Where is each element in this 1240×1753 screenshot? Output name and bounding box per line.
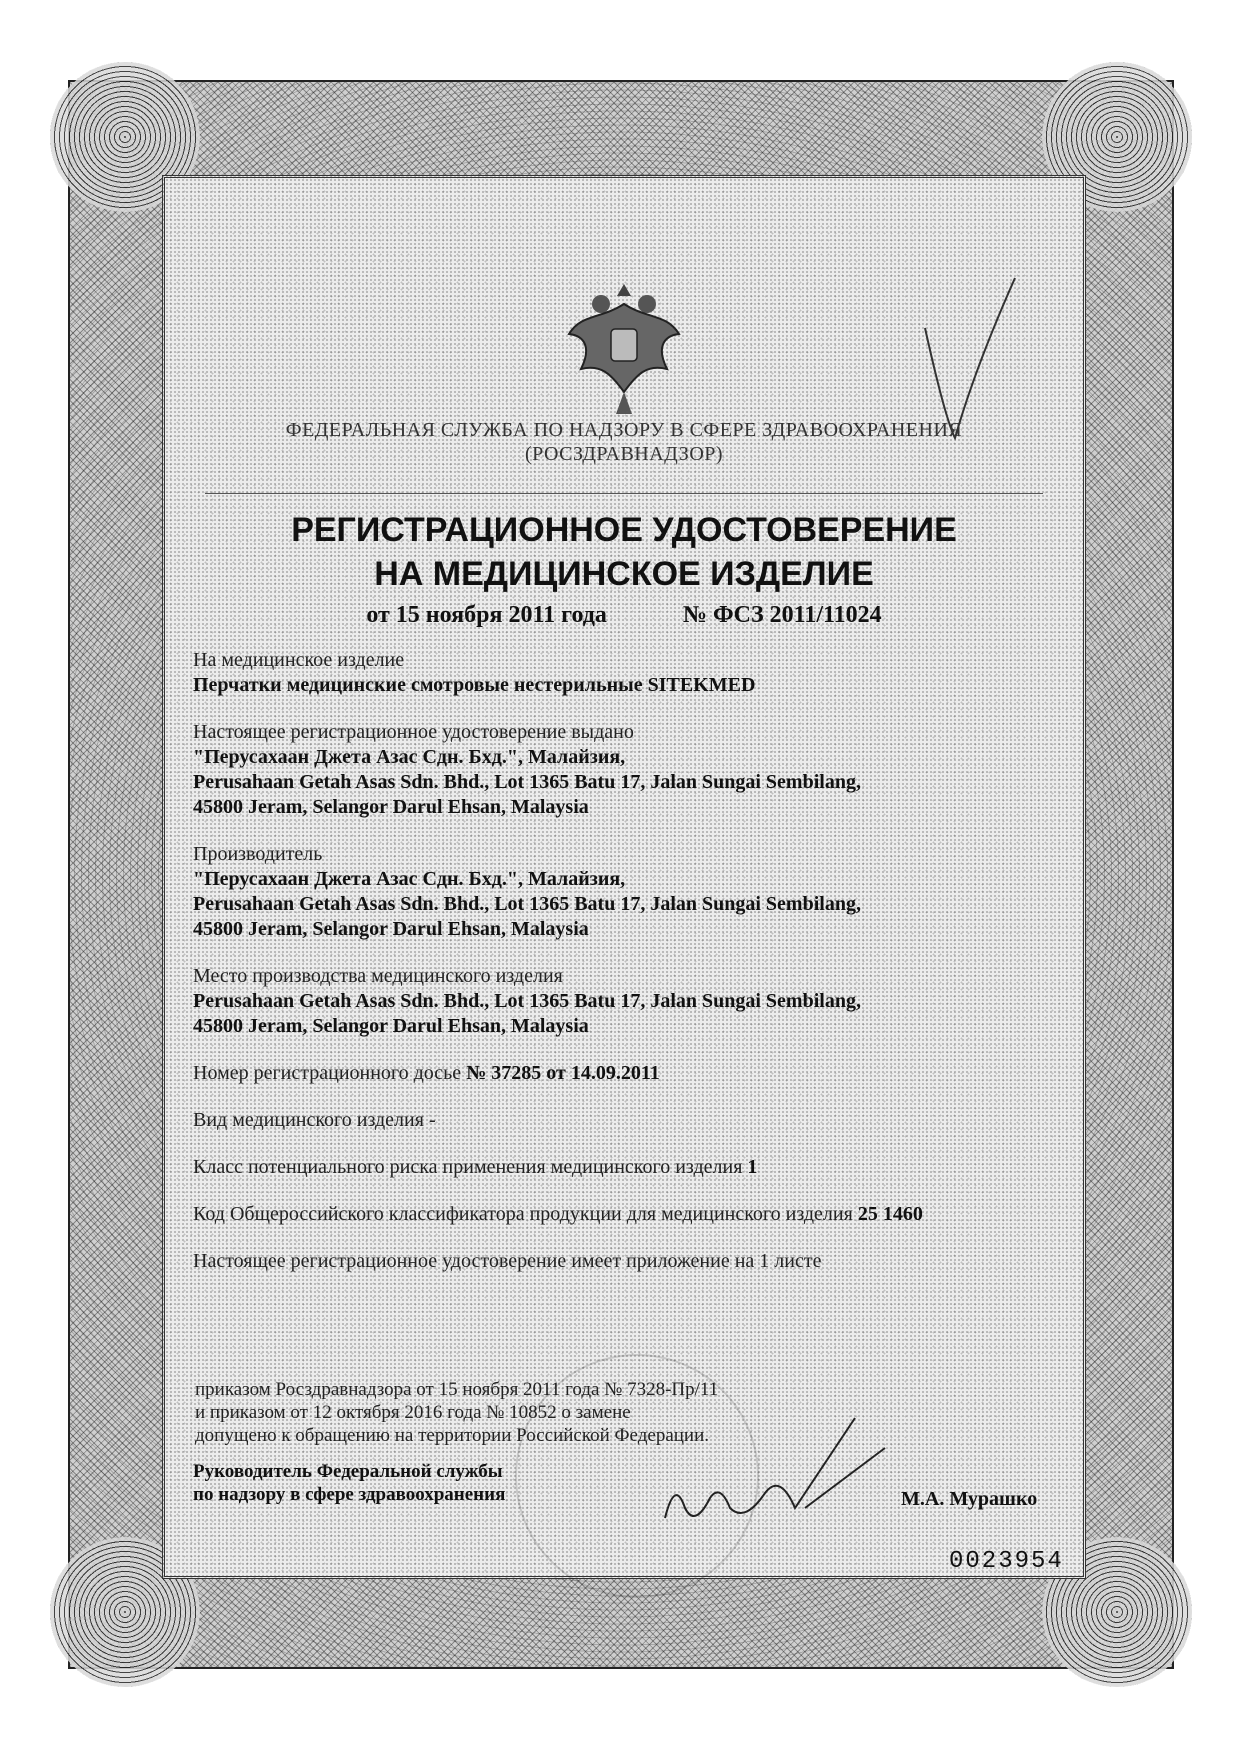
risk-value: 1 [747, 1156, 758, 1178]
agency-line-1: ФЕДЕРАЛЬНАЯ СЛУЖБА ПО НАДЗОРУ В СФЕРЕ ЗДРАВООХРАНЕНИЯ [285, 419, 963, 441]
handwritten-signature [655, 1398, 895, 1548]
certificate-fields [193, 648, 1053, 1296]
okp-value: 25 1460 [857, 1203, 923, 1225]
device-field [193, 648, 1053, 698]
maker-label: Производитель [193, 843, 323, 865]
signatory-position [193, 1460, 505, 1506]
site-field [193, 964, 1053, 1039]
risk-label: Класс потенциального риска применения медицинского изделия [193, 1156, 743, 1178]
okp-label: Код Общероссийского классификатора продукции для медицинского изделия [193, 1203, 853, 1225]
agency-line-2: (РОСЗДРАВНАДЗОР) [524, 443, 724, 465]
position-line-2: по надзору в сфере здравоохранения [193, 1484, 506, 1505]
issued-label: Настоящее регистрационное удостоверение выдано [193, 721, 634, 743]
dossier-field [193, 1061, 1053, 1086]
dossier-value: № 37285 от 14.09.2011 [466, 1062, 660, 1084]
order-line-3: допущено к обращению на территории Российской Федерации. [195, 1425, 710, 1446]
device-value: Перчатки медицинские смотровые нестерильные SITEKMED [193, 674, 756, 696]
issued-line: 45800 Jeram, Selangor Darul Ehsan, Malaysia [193, 796, 589, 818]
title-line-2: НА МЕДИЦИНСКОЕ ИЗДЕЛИЕ [374, 555, 874, 593]
document-title [165, 508, 1083, 596]
kind-label: Вид медицинского изделия [193, 1109, 424, 1131]
site-line: 45800 Jeram, Selangor Darul Ehsan, Malaysia [193, 1015, 589, 1037]
signatory-name: М.А. Мурашко [901, 1488, 1038, 1510]
annex-note: Настоящее регистрационное удостоверение имеет приложение на 1 листе [193, 1250, 822, 1272]
certificate-body [162, 175, 1086, 1579]
header-rule [205, 493, 1043, 494]
maker-field [193, 842, 1053, 942]
title-line-1: РЕГИСТРАЦИОННОЕ УДОСТОВЕРЕНИЕ [291, 511, 957, 549]
issued-line: "Перусахаан Джета Азас Сдн. Бхд.", Малайзия, [193, 746, 626, 768]
device-label: На медицинское изделие [193, 649, 405, 671]
issue-date-line [165, 602, 1083, 629]
maker-line: "Перусахаан Джета Азас Сдн. Бхд.", Малайзия, [193, 868, 626, 890]
risk-field [193, 1155, 1053, 1180]
certificate-number: № ФСЗ 2011/11024 [682, 602, 882, 628]
agency-name [165, 418, 1083, 466]
certificate-border [68, 80, 1174, 1669]
site-line: Perusahaan Getah Asas Sdn. Bhd., Lot 1365 Batu 17, Jalan Sungai Sembilang, [193, 990, 861, 1012]
order-line-1: приказом Росздравнадзора от 15 ноября 2011 года № 7328-Пр/11 [195, 1379, 719, 1400]
kind-value: - [428, 1109, 436, 1131]
site-label: Место производства медицинского изделия [193, 965, 563, 987]
position-line-1: Руководитель Федеральной службы [193, 1461, 503, 1482]
maker-line: Perusahaan Getah Asas Sdn. Bhd., Lot 1365 Batu 17, Jalan Sungai Sembilang, [193, 893, 861, 915]
maker-line: 45800 Jeram, Selangor Darul Ehsan, Malaysia [193, 918, 589, 940]
okp-field [193, 1202, 1053, 1227]
dossier-label: Номер регистрационного досье [193, 1062, 462, 1084]
kind-field [193, 1108, 1053, 1133]
issued-line: Perusahaan Getah Asas Sdn. Bhd., Lot 1365 Batu 17, Jalan Sungai Sembilang, [193, 771, 861, 793]
coat-of-arms-icon [561, 274, 687, 424]
issue-date: от 15 ноября 2011 года [366, 602, 607, 628]
issued-field [193, 720, 1053, 820]
order-line-2: и приказом от 12 октября 2016 года № 10852 о замене [195, 1402, 631, 1423]
serial-number: 0023954 [949, 1548, 1064, 1575]
